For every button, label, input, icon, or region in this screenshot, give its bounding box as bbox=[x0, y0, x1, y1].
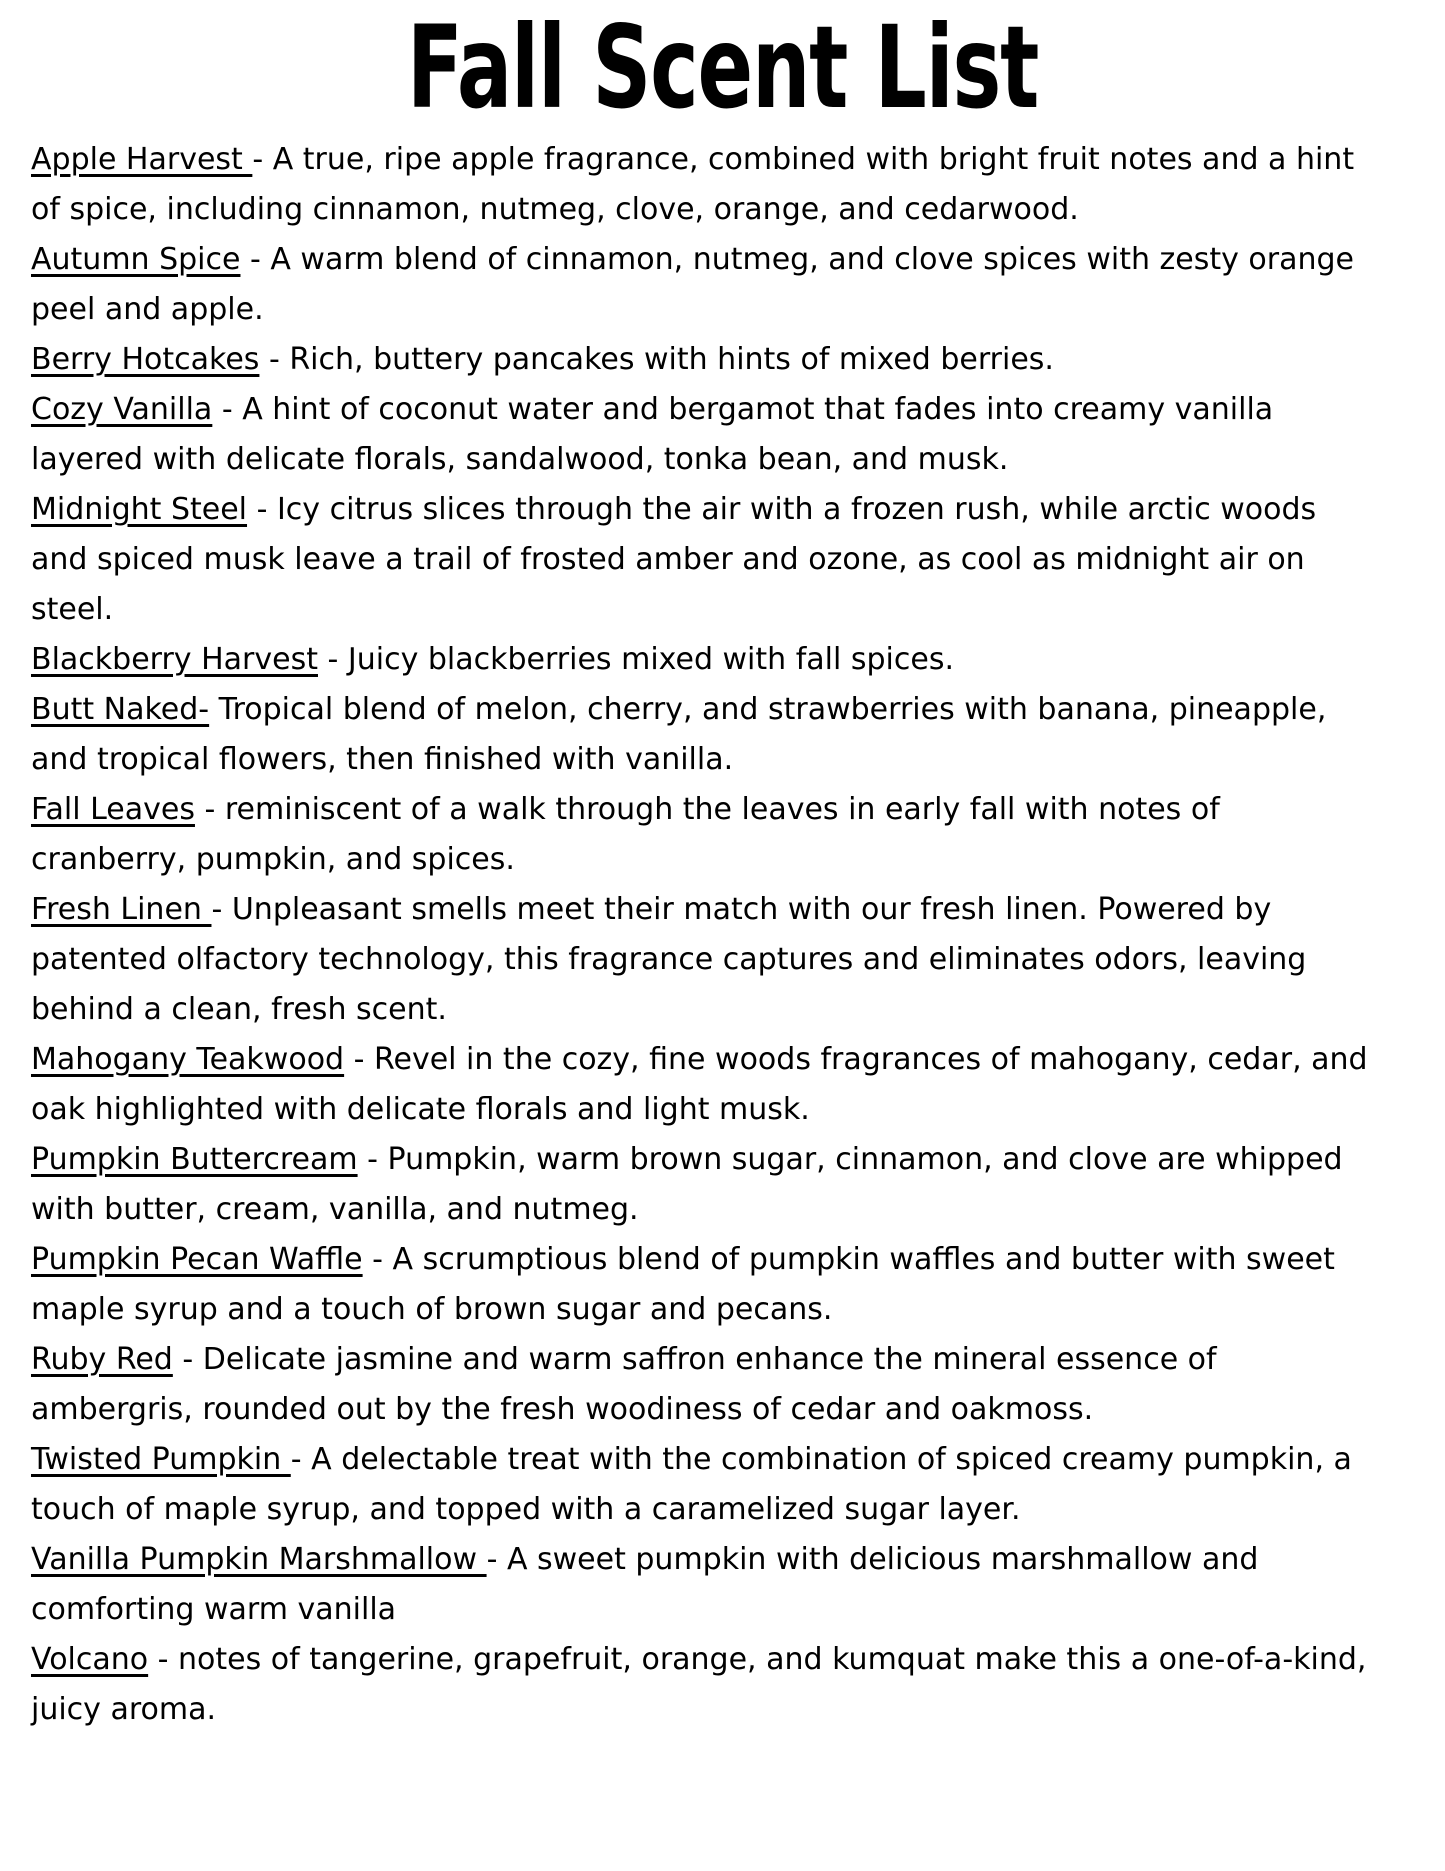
scent-separator: - bbox=[486, 1541, 507, 1577]
scent-separator: - bbox=[148, 1641, 179, 1677]
scent-name: Volcano bbox=[31, 1641, 149, 1677]
scent-description: Rich, buttery pancakes with hints of mixed berries. bbox=[289, 341, 1054, 377]
scent-separator: - bbox=[240, 241, 271, 277]
scent-name: Fresh Linen bbox=[31, 891, 212, 927]
scent-separator: - bbox=[344, 1041, 375, 1077]
scent-entry-pumpkin-buttercream bbox=[31, 1135, 1377, 1235]
scent-description: Delicate jasmine and warm saffron enhance the mineral essence of ambergris, rounded out by the fresh woodiness of cedar and oakmoss. bbox=[31, 1341, 1217, 1427]
scent-name: Vanilla Pumpkin Marshmallow bbox=[31, 1541, 487, 1577]
scent-separator: - bbox=[357, 1141, 388, 1177]
scent-name: Autumn Spice bbox=[31, 241, 241, 277]
scent-separator: - bbox=[172, 1341, 203, 1377]
scent-entry-cozy-vanilla bbox=[31, 385, 1377, 485]
scent-name: Fall Leaves bbox=[31, 791, 195, 827]
scent-separator: - bbox=[212, 391, 243, 427]
scent-entry-twisted-pumpkin bbox=[31, 1435, 1377, 1535]
scent-entry-blackberry-harvest bbox=[31, 635, 1377, 685]
page-title: Fall Scent List bbox=[406, 1, 1039, 134]
scent-entry-berry-hotcakes bbox=[31, 335, 1377, 385]
scent-name: Ruby Red bbox=[31, 1341, 173, 1377]
scent-description: Unpleasant smells meet their match with our fresh linen. Powered by patented olfactory technology, this fragrance captures and eliminates odors, leaving behind a clean, fresh scent. bbox=[31, 891, 1307, 1027]
scent-entry-butt-naked bbox=[31, 685, 1377, 785]
scent-entry-volcano bbox=[31, 1635, 1377, 1735]
scent-name: Apple Harvest bbox=[31, 141, 253, 177]
scent-description: A delectable treat with the combination of spiced creamy pumpkin, a touch of maple syrup, and topped with a caramelized sugar layer. bbox=[31, 1441, 1352, 1527]
scent-description: A warm blend of cinnamon, nutmeg, and clove spices with zesty orange peel and apple. bbox=[31, 241, 1354, 327]
scent-separator: - bbox=[247, 491, 277, 527]
scent-separator: - bbox=[194, 791, 225, 827]
scent-separator: - bbox=[362, 1241, 393, 1277]
scent-description: Revel in the cozy, fine woods fragrances of mahogany, cedar, and oak highlighted with delicate florals and light musk. bbox=[31, 1041, 1368, 1127]
scent-entry-apple-harvest bbox=[31, 135, 1377, 235]
scent-description: A scrumptious blend of pumpkin waffles and butter with sweet maple syrup and a touch of brown sugar and pecans. bbox=[31, 1241, 1335, 1327]
scent-separator: - bbox=[259, 341, 290, 377]
scent-name: Twisted Pumpkin bbox=[31, 1441, 291, 1477]
scent-description: A hint of coconut water and bergamot that fades into creamy vanilla layered with delicate florals, sandalwood, tonka bean, and musk. bbox=[31, 391, 1274, 477]
scent-name: Blackberry Harvest bbox=[31, 641, 318, 677]
scent-separator: - bbox=[211, 891, 232, 927]
scent-description: Juicy blackberries mixed with fall spices. bbox=[347, 641, 954, 677]
scent-description: A sweet pumpkin with delicious marshmallow and comforting warm vanilla bbox=[31, 1541, 1259, 1627]
scent-description: Pumpkin, warm brown sugar, cinnamon, and clove are whipped with butter, cream, vanilla, and nutmeg. bbox=[31, 1141, 1343, 1227]
scent-separator: - bbox=[252, 141, 273, 177]
scent-list bbox=[0, 135, 1445, 1735]
scent-name: Butt Naked- bbox=[31, 691, 210, 727]
scent-separator: - bbox=[290, 1441, 312, 1477]
scent-entry-pumpkin-pecan-waffle bbox=[31, 1235, 1377, 1335]
scent-entry-ruby-red bbox=[31, 1335, 1377, 1435]
scent-entry-autumn-spice bbox=[31, 235, 1377, 335]
scent-entry-fall-leaves bbox=[31, 785, 1377, 885]
scent-separator bbox=[209, 692, 219, 727]
scent-name: Mahogany Teakwood bbox=[31, 1041, 345, 1077]
scent-name: Midnight Steel bbox=[31, 491, 248, 527]
scent-entry-vanilla-pumpkin-marshmallow bbox=[31, 1535, 1377, 1635]
scent-separator: - bbox=[317, 641, 348, 677]
scent-entry-midnight-steel bbox=[31, 485, 1377, 635]
scent-entry-fresh-linen bbox=[31, 885, 1377, 1035]
scent-description: reminiscent of a walk through the leaves in early fall with notes of cranberry, pumpkin, and spices. bbox=[31, 791, 1220, 877]
scent-description: Icy citrus slices through the air with a frozen rush, while arctic woods and spiced musk leave a trail of frosted amber and ozone, as cool as midnight air on steel. bbox=[31, 491, 1317, 627]
scent-name: Berry Hotcakes bbox=[31, 341, 260, 377]
scent-description: Tropical blend of melon, cherry, and strawberries with banana, pineapple, and tropical flowers, then finished with vanilla. bbox=[31, 691, 1327, 777]
scent-description: A true, ripe apple fragrance, combined with bright fruit notes and a hint of spice, including cinnamon, nutmeg, clove, orange, and cedarwood. bbox=[31, 141, 1355, 227]
scent-description: notes of tangerine, grapefruit, orange, and kumquat make this a one-of-a-kind, juicy aroma. bbox=[31, 1641, 1367, 1727]
scent-entry-mahogany-teakwood bbox=[31, 1035, 1377, 1135]
scent-name: Pumpkin Pecan Waffle bbox=[31, 1241, 363, 1277]
scent-name: Pumpkin Buttercream bbox=[31, 1141, 358, 1177]
scent-name: Cozy Vanilla bbox=[31, 391, 213, 427]
